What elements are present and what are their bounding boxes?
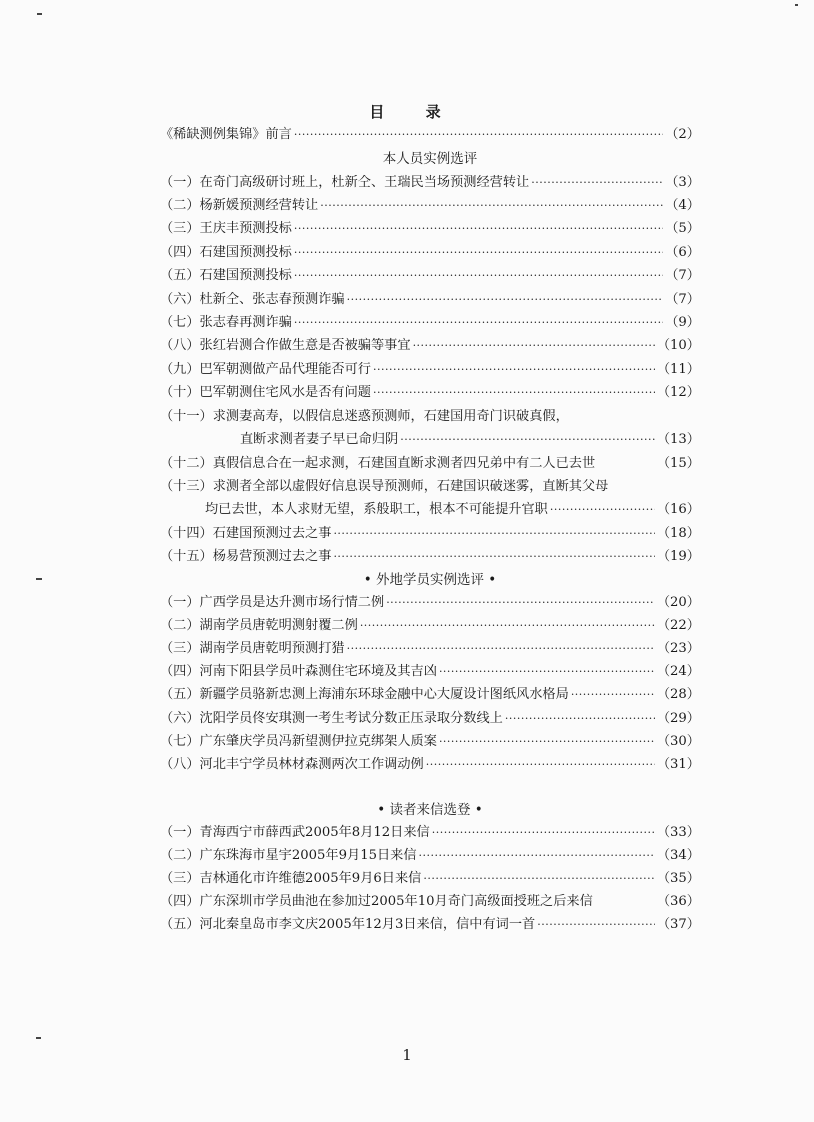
dot-leader xyxy=(294,314,663,332)
toc-entry[interactable] xyxy=(160,220,700,238)
toc-entry[interactable] xyxy=(160,916,700,934)
entry-page: （23） xyxy=(656,641,700,656)
entry-page: （13） xyxy=(656,432,700,447)
toc-entry[interactable] xyxy=(160,267,700,285)
toc-entry[interactable] xyxy=(160,244,700,262)
toc-entry[interactable] xyxy=(160,710,700,728)
entry-page: （7） xyxy=(665,268,700,283)
dot-leader xyxy=(432,824,655,842)
entry-text: （三）吉林通化市许维德2005年9月6日来信 xyxy=(160,871,422,886)
toc-entry[interactable] xyxy=(160,870,700,888)
dot-leader xyxy=(386,594,655,612)
entry-page: （7） xyxy=(665,292,700,307)
entry-text: （一）在奇门高级研讨班上，杜新仝、王瑞民当场预测经营转让 xyxy=(160,175,530,190)
toc-entry[interactable] xyxy=(160,640,700,658)
dot-leader xyxy=(360,617,655,635)
dot-leader xyxy=(373,361,655,379)
toc-entry-continuation[interactable] xyxy=(240,431,700,449)
entry-page: （31） xyxy=(656,757,700,772)
entry-page: （24） xyxy=(656,664,700,679)
dot-leader xyxy=(347,640,655,658)
section-heading-local: 本人员实例选评 xyxy=(382,151,478,167)
entry-page: （36） xyxy=(656,894,700,909)
toc-entry[interactable] xyxy=(160,314,700,332)
toc-entry[interactable] xyxy=(160,384,700,402)
dot-leader xyxy=(419,847,655,865)
page-number: 1 xyxy=(402,1046,412,1064)
dot-leader xyxy=(505,710,655,728)
dot-leader xyxy=(333,525,654,543)
toc-entry[interactable] xyxy=(160,197,700,215)
entry-page: （9） xyxy=(665,315,700,330)
toc-entry[interactable] xyxy=(160,617,700,635)
toc-entry[interactable] xyxy=(160,663,700,681)
page-title: 目 录 xyxy=(369,103,459,121)
entry-page: （6） xyxy=(665,245,700,260)
entry-text: （九）巴军朝测做产品代理能否可行 xyxy=(160,362,371,377)
toc-entry[interactable] xyxy=(160,847,700,865)
entry-page: （10） xyxy=(656,338,700,353)
dot-leader xyxy=(423,870,655,888)
entry-page: （28） xyxy=(656,687,700,702)
dot-leader xyxy=(439,733,655,751)
entry-page: （20） xyxy=(656,595,700,610)
section-heading-letters: • 读者来信选登 • xyxy=(377,802,483,818)
dot-leader xyxy=(294,220,663,238)
entry-page: （4） xyxy=(665,198,700,213)
entry-page: （29） xyxy=(656,711,700,726)
entry-text: （二）湖南学员唐乾明测射覆二例 xyxy=(160,618,358,633)
entry-page: （33） xyxy=(656,825,700,840)
entry-text: （一）广西学员是达升测市场行情二例 xyxy=(160,595,385,610)
toc-entry-preface[interactable] xyxy=(160,126,700,144)
entry-text: （六）沈阳学员佟安琪测一考生考试分数正压录取分数线上 xyxy=(160,711,503,726)
entry-text: （十五）杨易营预测过去之事 xyxy=(160,549,332,564)
entry-text: 直断求测者妻子早已命归阴 xyxy=(240,432,399,447)
dot-leader xyxy=(550,501,655,519)
entry-text: （八）张红岩测合作做生意是否被骗等事宜 xyxy=(160,338,411,353)
toc-entry[interactable] xyxy=(160,408,700,426)
entry-page: （35） xyxy=(656,871,700,886)
dot-leader xyxy=(294,244,663,262)
entry-text: （十）巴军朝测住宅风水是否有问题 xyxy=(160,385,371,400)
entry-page: （5） xyxy=(665,221,700,236)
toc-entry[interactable] xyxy=(160,291,700,309)
toc-entry[interactable] xyxy=(160,594,700,612)
toc-entry[interactable] xyxy=(160,478,700,496)
entry-page: （12） xyxy=(656,385,700,400)
toc-entry[interactable] xyxy=(160,337,700,355)
dot-leader xyxy=(294,126,663,144)
dot-leader xyxy=(571,686,655,704)
entry-text: （十一）求测妻高寿，以假信息迷惑预测师，石建国用奇门识破真假， xyxy=(160,409,569,424)
scan-mark xyxy=(37,13,42,15)
dot-leader xyxy=(531,174,663,192)
entry-text: （二）杨新媛预测经营转让 xyxy=(160,198,319,213)
toc-entry[interactable] xyxy=(160,733,700,751)
entry-text: （十三）求测者全部以虚假好信息误导预测师，石建国识破迷雾，直断其父母 xyxy=(160,479,609,494)
entry-page: （34） xyxy=(656,848,700,863)
entry-page: （16） xyxy=(656,502,700,517)
toc-entry[interactable] xyxy=(160,525,700,543)
entry-text: （四）河南下阳县学员叶森测住宅环境及其吉凶 xyxy=(160,664,437,679)
section-heading-remote: • 外地学员实例选评 • xyxy=(363,572,497,588)
dot-leader xyxy=(426,756,655,774)
entry-text: （五）石建国预测投标 xyxy=(160,268,292,283)
entry-text: （十二）真假信息合在一起求测，石建国直断求测者四兄弟中有二人已去世 xyxy=(160,456,596,471)
entry-text: （三）王庆丰预测投标 xyxy=(160,221,292,236)
dot-leader xyxy=(400,431,655,449)
entry-text: （八）河北丰宁学员林材森测两次工作调动例 xyxy=(160,757,424,772)
dot-leader xyxy=(294,267,663,285)
entry-text: 均已去世，本人求财无望，系般职工，根本不可能提升官职 xyxy=(205,502,548,517)
toc-entry-continuation[interactable] xyxy=(205,501,700,519)
entry-page: （30） xyxy=(656,734,700,749)
toc-entry[interactable] xyxy=(160,548,700,566)
toc-entry[interactable] xyxy=(160,361,700,379)
scan-mark xyxy=(795,4,798,6)
scan-mark xyxy=(36,1037,41,1039)
dot-leader xyxy=(537,916,655,934)
toc-entry[interactable] xyxy=(160,455,700,473)
entry-text: （三）湖南学员唐乾明预测打猎 xyxy=(160,641,345,656)
dot-leader xyxy=(373,384,655,402)
entry-page: （18） xyxy=(656,526,700,541)
dot-leader xyxy=(439,663,655,681)
dot-leader xyxy=(413,337,655,355)
entry-text: （五）河北秦皇岛市李文庆2005年12月3日来信，信中有词一首 xyxy=(160,917,536,932)
entry-text: （七）广东肇庆学员冯新望测伊拉克绑架人质案 xyxy=(160,734,437,749)
entry-page: （3） xyxy=(665,175,700,190)
scan-mark xyxy=(36,578,42,580)
entry-text: （二）广东珠海市星宇2005年9月15日来信 xyxy=(160,848,417,863)
toc-entry[interactable] xyxy=(160,893,700,911)
entry-text: （四）广东深圳市学员曲池在参加过2005年10月奇门高级面授班之后来信 xyxy=(160,894,593,909)
entry-text: （五）新疆学员骆新忠测上海浦东环球金融中心大厦设计图纸风水格局 xyxy=(160,687,569,702)
toc-entry[interactable] xyxy=(160,174,700,192)
entry-text: （一）青海西宁市薛西武2005年8月12日来信 xyxy=(160,825,430,840)
dot-leader xyxy=(320,197,663,215)
entry-text: （十四）石建国预测过去之事 xyxy=(160,526,332,541)
toc-entry[interactable] xyxy=(160,686,700,704)
entry-page: （37） xyxy=(656,917,700,932)
entry-text: （七）张志春再测诈骗 xyxy=(160,315,292,330)
entry-page: （15） xyxy=(656,456,700,471)
entry-text: （六）杜新仝、张志春预测诈骗 xyxy=(160,292,345,307)
entry-text: 《稀缺测例集锦》前言 xyxy=(160,127,292,142)
entry-page: （22） xyxy=(656,618,700,633)
dot-leader xyxy=(347,291,664,309)
entry-text: （四）石建国预测投标 xyxy=(160,245,292,260)
toc-entry[interactable] xyxy=(160,824,700,842)
entry-page: （11） xyxy=(656,362,700,377)
entry-page: （2） xyxy=(665,127,700,142)
dot-leader xyxy=(333,548,654,566)
toc-entry[interactable] xyxy=(160,756,700,774)
entry-page: （19） xyxy=(656,549,700,564)
